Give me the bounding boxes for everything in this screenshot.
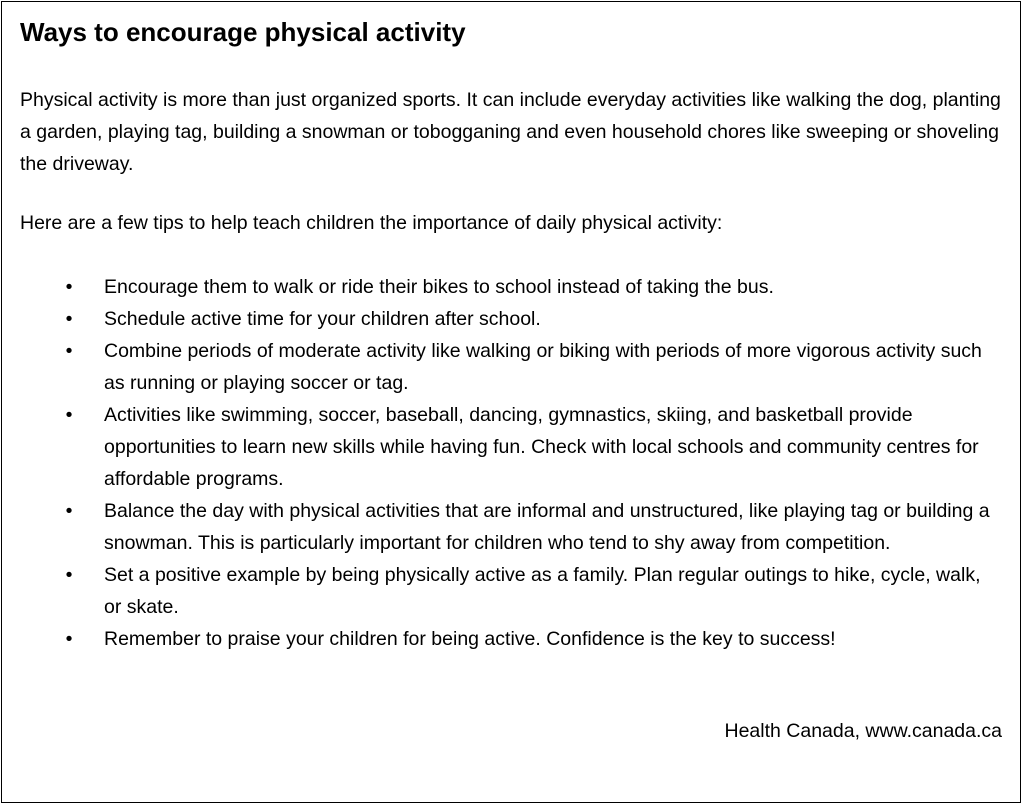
bullet-icon: • bbox=[65, 564, 73, 586]
source-attribution: Health Canada, www.canada.ca bbox=[724, 720, 1002, 742]
tip-text: Activities like swimming, soccer, baseball, dancing, gymnastics, skiing, and basketball provide opportunities to learn new skills while having fun. Check with local schools and community centres for affordable programs. bbox=[104, 404, 979, 490]
list-item bbox=[2, 271, 1012, 303]
bullet-icon: • bbox=[65, 276, 73, 298]
list-item bbox=[2, 335, 1012, 399]
tip-text: Encourage them to walk or ride their bikes to school instead of taking the bus. bbox=[104, 276, 774, 298]
tip-text: Set a positive example by being physically active as a family. Plan regular outings to hike, cycle, walk, or skate. bbox=[104, 564, 981, 618]
list-item bbox=[2, 303, 1012, 335]
bullet-icon: • bbox=[65, 308, 73, 330]
bullet-icon: • bbox=[65, 404, 73, 426]
tips-list bbox=[2, 271, 1012, 655]
document-frame bbox=[1, 1, 1021, 803]
tip-text: Remember to praise your children for being active. Confidence is the key to success! bbox=[104, 628, 836, 650]
list-item bbox=[2, 495, 1012, 559]
tip-text: Balance the day with physical activities that are informal and unstructured, like playing tag or building a snowman. This is particularly important for children who tend to shy away from competition. bbox=[104, 500, 990, 554]
tip-text: Schedule active time for your children after school. bbox=[104, 308, 541, 330]
list-item bbox=[2, 399, 1012, 495]
bullet-icon: • bbox=[65, 500, 73, 522]
bullet-icon: • bbox=[65, 628, 73, 650]
tip-text: Combine periods of moderate activity like walking or biking with periods of more vigorous activity such as running or playing soccer or tag. bbox=[104, 340, 982, 394]
bullet-icon: • bbox=[65, 340, 73, 362]
list-item bbox=[2, 623, 1012, 655]
intro-paragraph: Physical activity is more than just organized sports. It can include everyday activities like walking the dog, planting a garden, playing tag, building a snowman or tobogganing and even household chores like sweeping or shoveling the driveway. bbox=[20, 89, 1001, 175]
list-item bbox=[2, 559, 1012, 623]
document-title: Ways to encourage physical activity bbox=[20, 17, 466, 47]
tips-lead-paragraph: Here are a few tips to help teach children the importance of daily physical activity: bbox=[20, 212, 723, 234]
